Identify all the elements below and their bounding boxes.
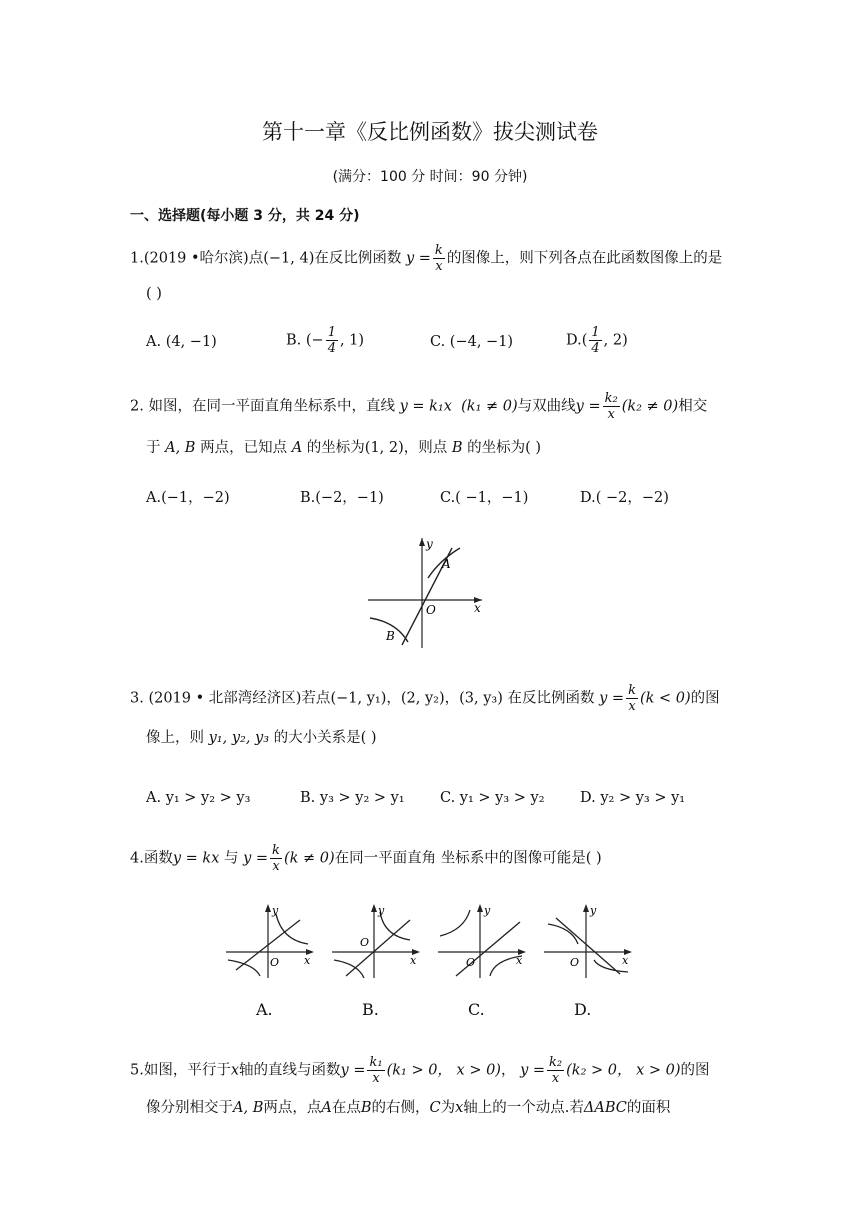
- q1-option-c: C. (−4, −1): [430, 334, 514, 350]
- origin-label: O: [426, 603, 436, 617]
- svg-text:O: O: [360, 936, 370, 949]
- q4-label-a: A.: [256, 1000, 273, 1019]
- q4-label-c: C.: [468, 1000, 485, 1019]
- svg-text:x: x: [410, 954, 417, 967]
- question-1-answer-paren: ( ): [146, 286, 162, 302]
- fraction: $\frac{k}{x}$: [434, 243, 443, 274]
- svg-text:x: x: [516, 954, 523, 967]
- svg-text:O: O: [270, 956, 280, 969]
- exam-subtitle: (满分：100 分 时间：90 分钟): [332, 169, 528, 185]
- x-label: x: [474, 601, 481, 615]
- svg-text:O: O: [570, 956, 580, 969]
- question-1-line-1: 1.(2019 •哈尔滨)点(−1, 4)在反比例函数 y = $\frac{k}{x}$ 的图像上，则下列各点在此函数图像上的是: [130, 243, 723, 274]
- svg-text:y: y: [378, 904, 385, 917]
- question-3-line-1: 3. (2019 • 北部湾经济区)若点(−1, y₁)，(2, y₂)，(3, y₃) 在反比例函数 y = $\frac{k}{x}$ (k < 0)的图: [130, 683, 720, 714]
- q2-option-b: B.(−2，−1): [300, 490, 384, 506]
- q4-figure-c: [432, 900, 532, 980]
- svg-text:x: x: [622, 954, 629, 967]
- point-a-label: A: [442, 557, 451, 571]
- y-label: y: [426, 537, 433, 551]
- question-2-line-2: 于 A, B 两点，已知点 A 的坐标为(1, 2)，则点 B 的坐标为( ): [146, 440, 542, 456]
- svg-text:y: y: [590, 904, 597, 917]
- q2-option-d: D.( −2，−2): [580, 490, 669, 506]
- q2-figure: [360, 530, 490, 650]
- question-4-line-1: 4.函数y = kx 与 y = $\frac{k}{x}$ (k ≠ 0)在同一平面直角 坐标系中的图像可能是( ): [130, 843, 602, 874]
- q2-option-a: A.(−1，−2): [146, 490, 230, 506]
- q2-option-c: C.( −1，−1): [440, 490, 529, 506]
- q3-option-b: B. y₃ > y₂ > y₁: [300, 790, 405, 806]
- q4-figure-b: [326, 900, 426, 980]
- q4-figure-a: [220, 900, 320, 980]
- question-3-line-2: 像上，则 y₁, y₂, y₃ 的大小关系是( ): [146, 730, 377, 746]
- question-2-line-1: 2. 如图，在同一平面直角坐标系中，直线 y = k₁x (k₁ ≠ 0)与双曲线y = $\frac{\text{k₂}}{x}$ (k₂ ≠ 0)相交: [130, 391, 708, 422]
- page-title: 第十一章《反比例函数》拔尖测试卷: [262, 120, 598, 144]
- svg-text:O: O: [466, 956, 476, 969]
- q1-option-a: A. (4, −1): [146, 334, 217, 350]
- q4-label-d: D.: [574, 1000, 592, 1019]
- q3-option-d: D. y₂ > y₃ > y₁: [580, 790, 686, 806]
- q1-option-b: B. (− $\frac{1}{4}$ , 1): [286, 325, 365, 356]
- q3-option-c: C. y₁ > y₃ > y₂: [440, 790, 545, 806]
- point-b-label: B: [386, 629, 395, 643]
- section-heading: 一、选择题(每小题 3 分，共 24 分): [130, 208, 360, 224]
- q4-label-b: B.: [362, 1000, 379, 1019]
- question-5-line-2: 像分别相交于A, B两点，点A在点B的右侧，C为x轴上的一个动点.若ΔABC的面积: [146, 1100, 671, 1116]
- svg-text:y: y: [484, 904, 491, 917]
- question-5-line-1: 5.如图，平行于x轴的直线与函数y = $\frac{\text{k₁}}{x}$ (k₁ > 0， x > 0)， y = $\frac{\text{k₂}}{x}$ (k₂ > 0， x > 0)的图: [130, 1055, 710, 1086]
- q4-figure-d: [538, 900, 638, 980]
- q3-option-a: A. y₁ > y₂ > y₃: [146, 790, 251, 806]
- svg-text:y: y: [272, 904, 279, 917]
- svg-text:x: x: [304, 954, 311, 967]
- q1-option-d: D.( $\frac{1}{4}$ , 2): [566, 325, 628, 356]
